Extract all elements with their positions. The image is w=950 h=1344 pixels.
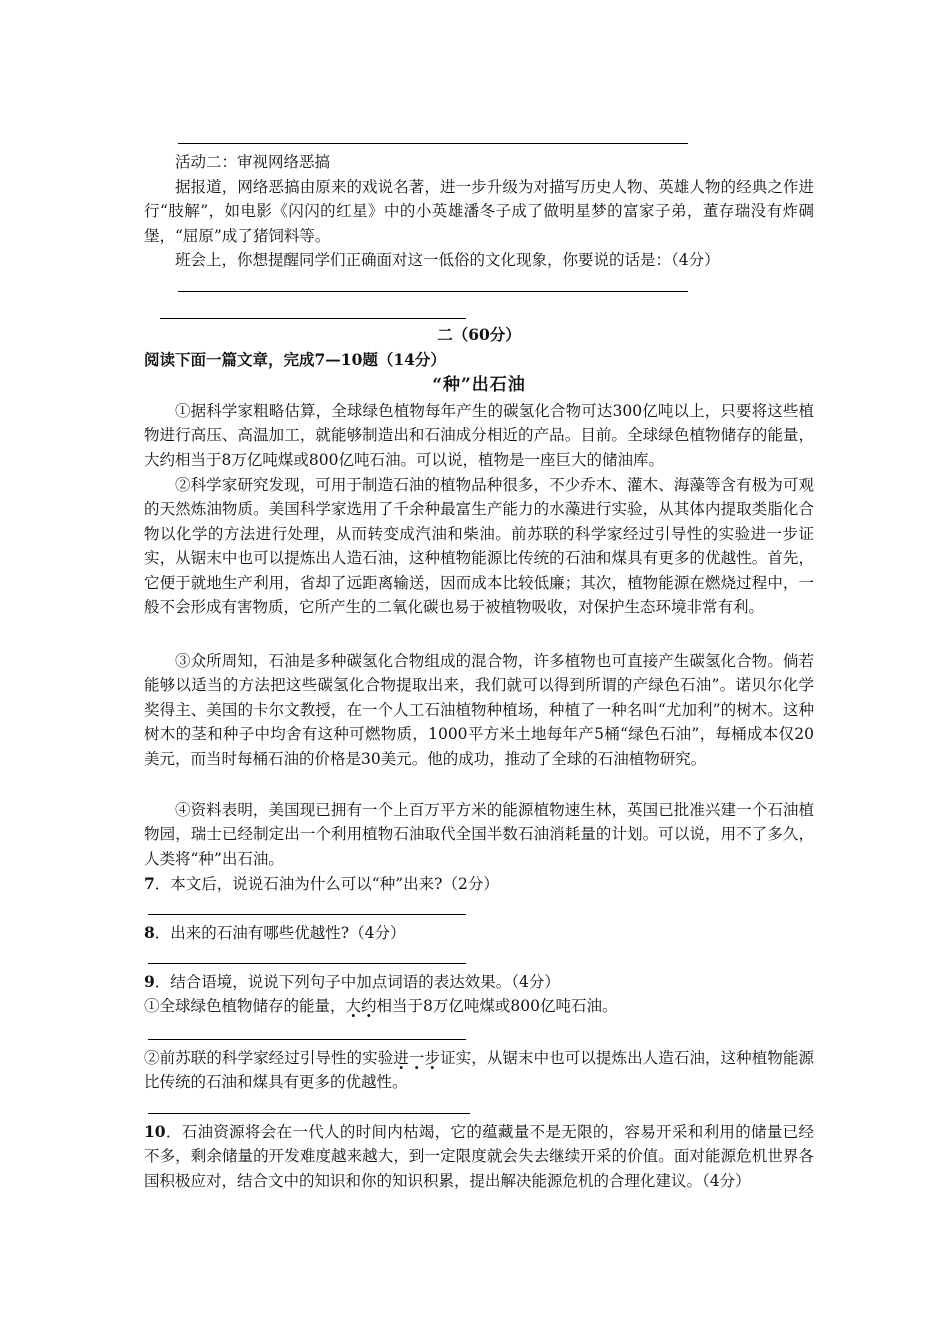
- activity-text: 据报道，网络恶搞由原来的戏说名著，进一步升级为对描写历史人物、英雄人物的经典之作进行“肢解”，如电影《闪闪的红星》中的小英雄潘冬子成了做明星梦的富家子弟，董存瑞没有炸碉堡，“屈原”成了猪饲料等。: [144, 178, 814, 245]
- section-heading: 二（60分）: [437, 325, 521, 344]
- reading-instruction: 阅读下面一篇文章，完成7—10题（14分）: [144, 350, 446, 369]
- question-text: ．出来的石油有哪些优越性?（4分）: [154, 924, 406, 942]
- article-paragraph-1: ①据科学家粗略估算，全球绿色植物每年产生的碳氢化合物可达300亿吨以上，只要将这些植物进行高压、高温加工，就能够制造出和石油成分相近的产品。目前。全球绿色植物储存的能量，大约相当于8万亿吨煤或800亿吨石油。可以说，植物是一座巨大的储油库。: [144, 402, 814, 469]
- answer-line[interactable]: [148, 963, 466, 964]
- article-paragraph-4: ④资料表明，美国现已拥有一个上百万平方米的能源植物速生林，英国已批准兴建一个石油植物园，瑞士已经制定出一个利用植物石油取代全国半数石油消耗量的计划。可以说，用不了多久，人类将“种”出石油。: [144, 801, 814, 868]
- answer-line[interactable]: [160, 318, 466, 319]
- question-number: 7: [144, 874, 155, 893]
- question-number: 9: [144, 972, 155, 991]
- article-paragraph-3: ③众所周知，石油是多种碳氢化合物组成的混合物，许多植物也可直接产生碳氢化合物。倘若能够以适当的方法把这些碳氢化合物提取出来，我们就可以得到所谓的产绿色石油”。诺贝尔化学奖得主、美国的卡尔文教授，在一个人工石油植物种植场，种植了一种名叫“尤加利”的树木。这种树木的茎和种子中均舍有这种可燃物质，1000平方米土地每年产5桶“绿色石油”，每桶成本仅20美元，而当时每桶石油的价格是30美元。他的成功，推动了全球的石油植物研究。: [144, 652, 814, 768]
- activity-heading: 活动二：审视网络恶搞: [175, 153, 331, 171]
- answer-line[interactable]: [148, 1113, 470, 1114]
- answer-line[interactable]: [148, 1039, 466, 1040]
- dotted-word: [393, 1049, 440, 1067]
- answer-line[interactable]: [178, 291, 688, 292]
- emphasis-char: 一: [408, 1049, 425, 1067]
- question-9-sentence-2: ②前苏联的科学家经过引导性的实验进一步证实，从锯末中也可以提炼出人造石油，这种植物能源比传统的石油和煤具有更多的优越性。: [144, 1049, 814, 1092]
- emphasis-char: 进: [393, 1049, 409, 1067]
- emphasis-char: 步: [424, 1049, 441, 1067]
- answer-line[interactable]: [148, 914, 466, 915]
- emphasis-char: 约: [361, 997, 377, 1015]
- question-10: [144, 1120, 814, 1193]
- question-9: [144, 970, 814, 995]
- question-text: ．石油资源将会在一代人的时间内枯竭，它的蕴藏量不是无限的，容易开采和利用的储量已经不多，剩余储量的开发难度越来越大，到一定限度就会失去继续开采的价值。面对能源危机世界各国积极应对，结合文中的知识和你的知识积累，提出解决能源危机的合理化建议。（4分）: [144, 1123, 814, 1190]
- dotted-word: [346, 997, 377, 1015]
- question-8: [144, 921, 814, 946]
- article-paragraph-2: ②科学家研究发现，可用于制造石油的植物品种很多，不少乔木、灌木、海藻等含有极为可观的天然炼油物质。美国科学家选用了千余种最富生产能力的水藻进行实验，从其体内提取类脂化合物以化学的方法进行处理，从而转变成汽油和柴油。前苏联的科学家经过引导性的实验进一步证实，从锯末中也可以提炼出人造石油，这种植物能源比传统的石油和煤具有更多的优越性。首先，它便于就地生产利用，省却了远距离输送，因而成本比较低廉；其次，植物能源在燃烧过程中，一般不会形成有害物质，它所产生的二氧化碳也易于被植物吸收，对保护生态环境非常有利。: [144, 476, 814, 617]
- question-text: ．本文后，说说石油为什么可以“种”出来?（2分）: [154, 875, 499, 893]
- question-number: 10: [144, 1122, 166, 1141]
- question-9-sentence-1: ①全球绿色植物储存的能量，大约相当于8万亿吨煤或800亿吨石油。: [144, 997, 618, 1015]
- emphasis-char: 大: [345, 997, 362, 1015]
- question-text: ．结合语境，说说下列句子中加点词语的表达效果。（4分）: [154, 973, 560, 991]
- answer-line[interactable]: [178, 143, 688, 144]
- question-number: 8: [144, 923, 155, 942]
- activity-prompt: 班会上，你想提醒同学们正确面对这一低俗的文化现象，你要说的话是：（4分）: [175, 251, 720, 269]
- article-title: “种”出石油: [432, 375, 526, 395]
- question-7: [144, 872, 814, 897]
